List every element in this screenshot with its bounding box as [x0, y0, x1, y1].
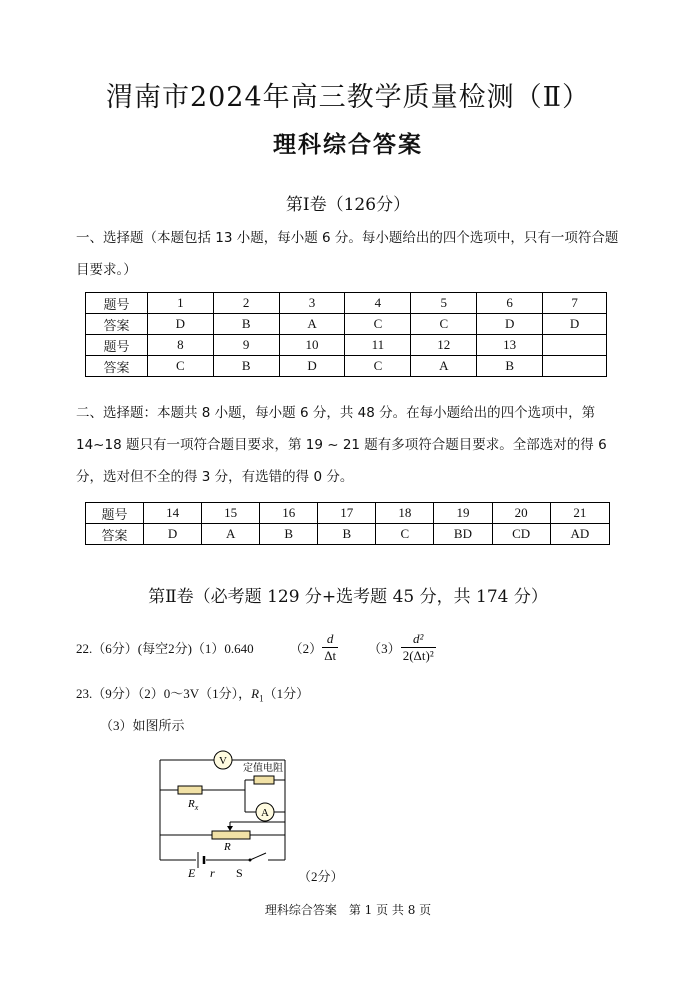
table-cell: D: [279, 356, 345, 377]
table-cell: A: [202, 524, 260, 545]
answer-table-1: [85, 292, 607, 377]
table-cell: C: [411, 314, 477, 335]
table-cell: B: [213, 356, 279, 377]
table-cell: 20: [492, 503, 550, 524]
table-cell: 5: [411, 293, 477, 314]
q22-part2-label: （2）: [289, 640, 323, 656]
table-row: [86, 503, 610, 524]
table-cell: B: [477, 356, 543, 377]
table-cell: D: [144, 524, 202, 545]
table-cell: C: [345, 356, 411, 377]
table-cell: 12: [411, 335, 477, 356]
table-row: [86, 524, 610, 545]
table-row: [86, 314, 607, 335]
row-header-cell: 题号: [86, 335, 148, 356]
row-header-cell: 题号: [86, 503, 144, 524]
row-header-cell: 答案: [86, 314, 148, 335]
answer-table-2: [85, 502, 610, 545]
part1-heading: 第Ⅰ卷（126分）: [285, 195, 411, 215]
table-cell: B: [213, 314, 279, 335]
q22-f3-denominator: 2(Δt)²: [402, 647, 434, 663]
row-header-cell: 答案: [86, 524, 144, 545]
table-cell: 14: [144, 503, 202, 524]
row-header-cell: 答案: [86, 356, 148, 377]
q22-f2-numerator: d: [322, 631, 338, 648]
table-cell: A: [279, 314, 345, 335]
table-cell: 10: [279, 335, 345, 356]
switch-label: S: [236, 866, 243, 880]
q23-score-r1: （1分）: [263, 686, 310, 701]
part2-heading: 第Ⅱ卷（必考题 129 分+选考题 45 分，共 174 分）: [148, 587, 548, 607]
table-cell: D: [543, 314, 607, 335]
q23-line2: （3）如图所示: [100, 718, 185, 733]
ammeter-label: A: [261, 807, 269, 819]
table-cell: D: [147, 314, 213, 335]
table-cell: AD: [550, 524, 609, 545]
table-cell: 19: [434, 503, 492, 524]
table-cell: 6: [477, 293, 543, 314]
voltmeter-label: V: [219, 755, 227, 767]
table-row: [86, 293, 607, 314]
fixed-resistor-label: 定值电阻: [243, 763, 283, 774]
table-cell: 2: [213, 293, 279, 314]
rheostat: [212, 831, 250, 839]
page-footer: 理科综合答案 第 1 页 共 8 页: [264, 903, 432, 917]
rx-resistor: [178, 786, 202, 794]
q22-fraction-2: [322, 631, 338, 664]
table-cell: 13: [477, 335, 543, 356]
table-cell: C: [147, 356, 213, 377]
r1-subscript: 1: [259, 693, 264, 704]
table-cell: 3: [279, 293, 345, 314]
table-cell: [543, 356, 607, 377]
table-cell: 11: [345, 335, 411, 356]
q22-part3-label: （3）: [368, 640, 401, 656]
q22-fraction-3: [401, 631, 436, 664]
rx-label: $R_x$: [188, 798, 199, 812]
fixed-resistor: [254, 776, 274, 784]
switch-pivot: [249, 859, 252, 862]
table-cell: 21: [550, 503, 609, 524]
section2-instructions: 二、选择题：本题共 8 小题，每小题 6 分，共 48 分。在每小题给出的四个选项中，第 14~18 题只有一项符合题目要求，第 19 ~ 21 题有多项符合题目要求。全部选对的得 6 分，选对但不全的得 3 分，有选错的得 0 分。: [76, 405, 607, 485]
q22-f2-denominator: Δt: [324, 647, 337, 663]
document-subtitle: 理科综合答案: [273, 132, 423, 158]
r1-letter: R: [251, 686, 260, 701]
table-cell: A: [411, 356, 477, 377]
table-cell: 4: [345, 293, 411, 314]
internal-resistance-label: r: [210, 866, 215, 880]
table-cell: [543, 335, 607, 356]
table-cell: C: [345, 314, 411, 335]
q22-f3-numerator: d²: [401, 631, 436, 648]
table-row: [86, 356, 607, 377]
q22-answer: [76, 624, 636, 670]
table-cell: 1: [147, 293, 213, 314]
circuit-diagram: [150, 740, 300, 880]
document-title: 渭南市2024年高三教学质量检测（Ⅱ）: [105, 82, 591, 113]
table-cell: 18: [376, 503, 434, 524]
table-cell: 7: [543, 293, 607, 314]
table-cell: B: [318, 524, 376, 545]
rheostat-label: R: [224, 841, 231, 853]
q22-text: 22.（6分）(每空2分)（1）0.640: [76, 640, 254, 656]
table-cell: 9: [213, 335, 279, 356]
table-row: [86, 335, 607, 356]
table-cell: 15: [202, 503, 260, 524]
table-cell: BD: [434, 524, 492, 545]
table-cell: B: [260, 524, 318, 545]
section1-instructions: 一、选择题（本题包括 13 小题，每小题 6 分。每小题给出的四个选项中，只有一项符合题目要求。）: [76, 230, 619, 278]
table-cell: D: [477, 314, 543, 335]
table-cell: C: [376, 524, 434, 545]
table-cell: 8: [147, 335, 213, 356]
q23-line1: [76, 683, 309, 704]
slider-arrow: [227, 826, 233, 831]
q23-text: 23.（9分）（2）0～3V（1分），: [76, 686, 252, 701]
row-header-cell: 题号: [86, 293, 148, 314]
q23-diagram-score: （2分）: [298, 869, 344, 884]
table-cell: 16: [260, 503, 318, 524]
table-cell: CD: [492, 524, 550, 545]
emf-label: E: [188, 866, 196, 880]
table-cell: 17: [318, 503, 376, 524]
